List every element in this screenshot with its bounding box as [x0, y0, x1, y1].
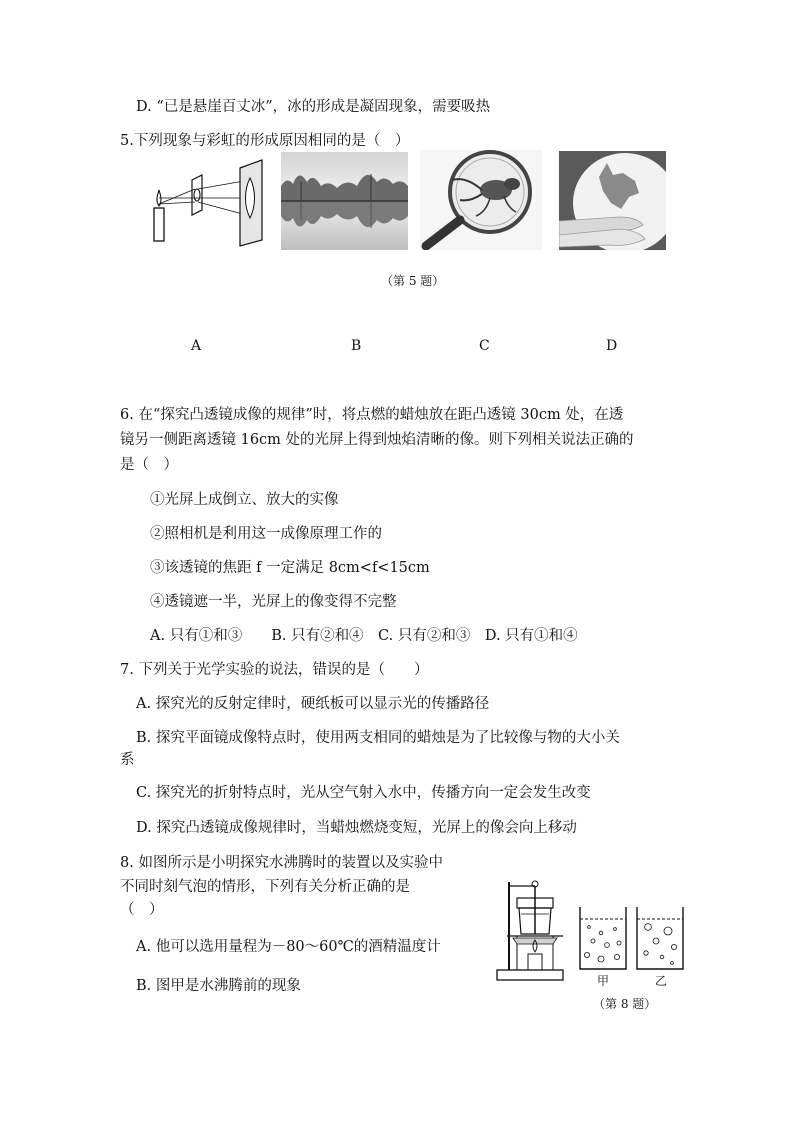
q5-label-c: C [479, 338, 490, 354]
q5-label-a: A [191, 338, 202, 354]
figure-8-boiling-apparatus [493, 876, 575, 984]
q8-stem-line-3: （ ） [120, 902, 164, 918]
q7-option-a: A. 探究光的反射定律时，硬纸板可以显示光的传播路径 [136, 696, 490, 712]
q7-option-d: D. 探究凸透镜成像规律时，当蜡烛燃烧变短，光屏上的像会向上移动 [136, 820, 577, 836]
q7-stem: 7. 下列关于光学实验的说法，错误的是（ ） [120, 662, 429, 678]
q6-stem-line-1: 6. 在“探究凸透镜成像的规律”时，将点燃的蜡烛放在距凸透镜 30cm 处，在透 [120, 407, 624, 423]
q8-stem-line-2: 不同时刻气泡的情形，下列有关分析正确的是 [120, 879, 410, 895]
q5-label-b: B [351, 338, 362, 354]
beaker-yi-bubbles [634, 905, 686, 971]
beaker-yi-label: 乙 [655, 974, 668, 988]
q6-statement-3: ③该透镜的焦距 f 一定满足 8cm<f<15cm [150, 560, 430, 576]
q4-option-d: D. “已是悬崖百丈冰”，冰的形成是凝固现象，需要吸热 [136, 99, 491, 115]
beaker-jia-label: 甲 [597, 974, 610, 988]
q6-statement-4: ④透镜遮一半，光屏上的像变得不完整 [150, 594, 397, 610]
q7-option-b-line-1: B. 探究平面镜成像特点时，使用两支相同的蜡烛是为了比较像与物的大小关 [136, 730, 620, 746]
q5-stem: 5.下列现象与彩虹的形成原因相同的是（ ） [120, 133, 410, 149]
q7-option-b-line-2: 系 [120, 752, 135, 768]
figure-c-magnifier-photo [420, 150, 542, 250]
q6-stem-line-2: 镜另一侧距离透镜 16cm 处的光屏上得到烛焰清晰的像。则下列相关说法正确的 [120, 432, 634, 448]
q8-option-b: B. 图甲是水沸腾前的现象 [136, 978, 301, 994]
figure-d-hand-shadow-photo [559, 151, 666, 250]
figure-b-reflection-photo [281, 152, 408, 250]
q7-option-c: C. 探究光的折射特点时，光从空气射入水中，传播方向一定会发生改变 [136, 785, 591, 801]
q6-statement-1: ①光屏上成倒立、放大的实像 [150, 492, 339, 508]
q8-figure-caption: （第 8 题） [593, 997, 657, 1011]
beaker-jia-bubbles [577, 905, 629, 971]
q6-statement-2: ②照相机是利用这一成像原理工作的 [150, 526, 382, 542]
q5-label-d: D [606, 338, 618, 354]
figure-a-candle-lens-screen [150, 158, 270, 248]
q5-figure-caption: （第 5 题） [381, 274, 445, 288]
q6-options: A. 只有①和③ B. 只有②和④ C. 只有②和③ D. 只有①和④ [150, 628, 578, 644]
q6-stem-line-3: 是（ ） [120, 457, 178, 473]
q8-stem-line-1: 8. 如图所示是小明探究水沸腾时的装置以及实验中 [120, 855, 443, 871]
q8-option-a: A. 他可以选用量程为－80～60℃的酒精温度计 [136, 939, 441, 955]
